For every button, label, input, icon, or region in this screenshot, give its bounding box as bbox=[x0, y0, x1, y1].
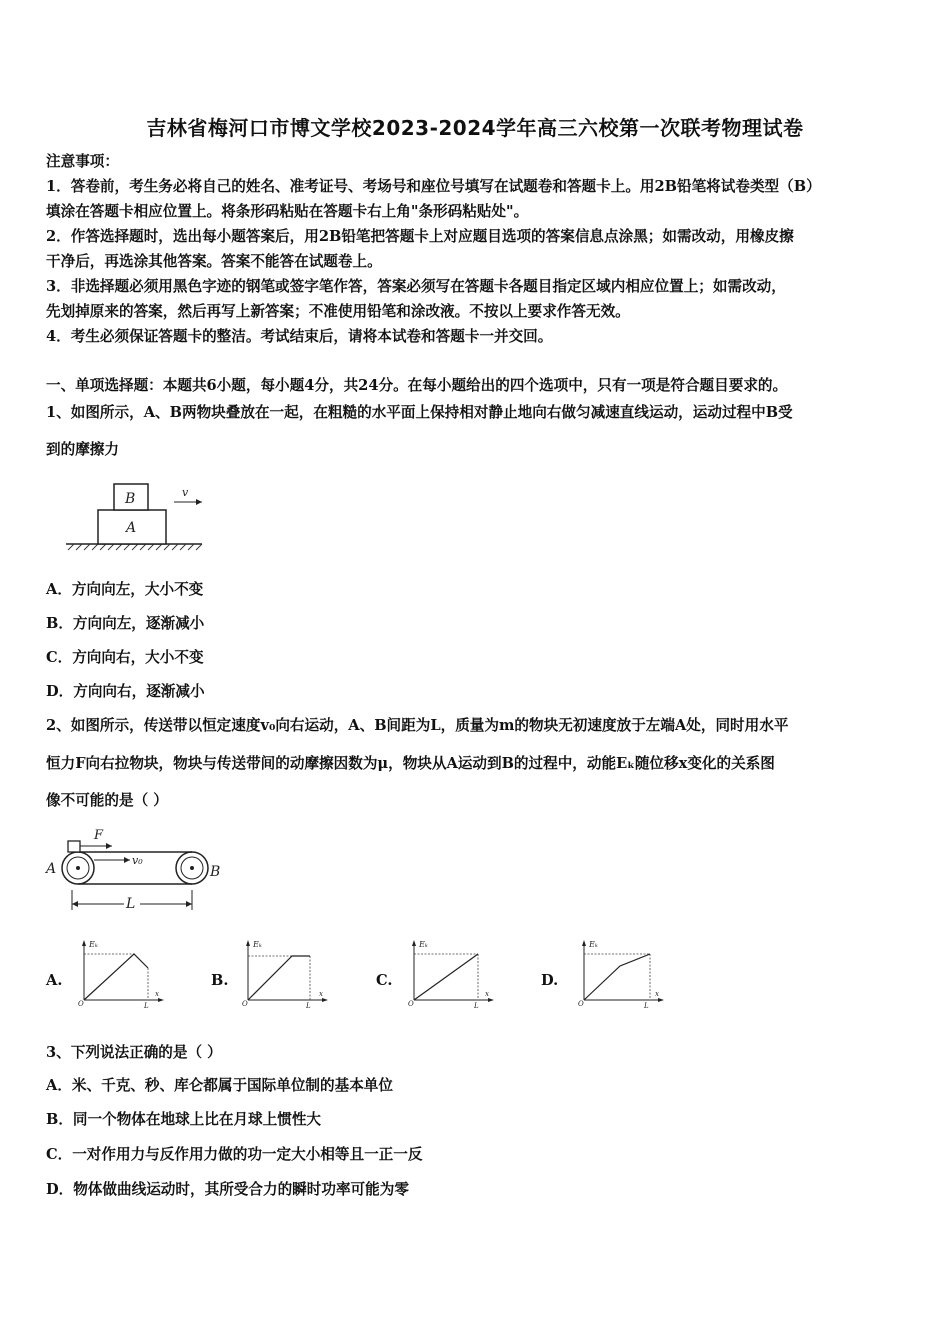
q2-graph-b[interactable] bbox=[240, 938, 330, 1010]
page-title: 吉林省梅河口市博文学校2023-2024学年高三六校第一次联考物理试卷 bbox=[146, 116, 804, 140]
y-axis-label: Eₖ bbox=[589, 940, 598, 949]
q2-option-c[interactable]: C. bbox=[376, 972, 393, 989]
origin-label: O bbox=[78, 1000, 84, 1008]
x-axis-label: x bbox=[655, 990, 659, 998]
l-tick-label: L bbox=[644, 1002, 649, 1010]
notice-item-1b: 填涂在答题卡相应位置上。将条形码粘贴在答题卡右上角"条形码粘贴处"。 bbox=[46, 203, 529, 220]
q2-conveyor-figure bbox=[44, 824, 234, 916]
notice-heading: 注意事项： bbox=[46, 153, 119, 170]
origin-label: O bbox=[408, 1000, 414, 1008]
conveyor-block bbox=[68, 841, 80, 852]
l-tick-label: L bbox=[306, 1002, 311, 1010]
q3-option-a[interactable]: A．米、千克、秒、库仑都属于国际单位制的基本单位 bbox=[46, 1077, 393, 1094]
q2-option-a[interactable]: A. bbox=[46, 972, 63, 989]
notice-item-2a: 2．作答选择题时，选出每小题答案后，用2B铅笔把答题卡上对应题目选项的答案信息点涂黑；如需改动，用橡皮擦 bbox=[46, 228, 794, 245]
y-axis-label: Eₖ bbox=[253, 940, 262, 949]
length-label: L bbox=[126, 896, 136, 912]
x-axis-label: x bbox=[319, 990, 323, 998]
x-axis-label: x bbox=[485, 990, 489, 998]
notice-item-3a: 3．非选择题必须用黑色字迹的钢笔或签字笔作答，答案必须写在答题卡各题目指定区域内相应位置上；如需改动， bbox=[46, 278, 786, 295]
section-heading: 一、单项选择题：本题共6小题，每小题4分，共24分。在每小题给出的四个选项中，只有一项是符合题目要求的。 bbox=[46, 377, 788, 394]
velocity-label: v bbox=[182, 486, 189, 499]
point-a-label: A bbox=[46, 861, 57, 877]
origin-label: O bbox=[242, 1000, 248, 1008]
y-axis-label: Eₖ bbox=[419, 940, 428, 949]
q3-option-c[interactable]: C．一对作用力与反作用力做的功一定大小相等且一正一反 bbox=[46, 1146, 423, 1163]
notice-item-1a: 1．答卷前，考生务必将自己的姓名、准考证号、考场号和座位号填写在试题卷和答题卡上。用2B铅笔将试卷类型（B） bbox=[46, 178, 821, 195]
x-axis-label: x bbox=[155, 990, 159, 998]
q2-text-line3: 像不可能的是（ ） bbox=[46, 792, 168, 809]
point-b-label: B bbox=[210, 864, 221, 880]
notice-item-2b: 干净后，再选涂其他答案。答案不能答在试题卷上。 bbox=[46, 253, 382, 270]
q3-text: 3、下列说法正确的是（ ） bbox=[46, 1044, 222, 1061]
q2-text-line1: 2、如图所示，传送带以恒定速度v₀向右运动，A、B间距为L，质量为m的物块无初速度放于左端A处，同时用水平 bbox=[46, 717, 789, 734]
q2-graph-a[interactable] bbox=[76, 938, 166, 1010]
q2-option-d[interactable]: D. bbox=[541, 972, 559, 989]
q1-figure bbox=[62, 478, 212, 556]
q1-text-line1: 1、如图所示，A、B两物块叠放在一起，在粗糙的水平面上保持相对静止地向右做匀减速直线运动，运动过程中B受 bbox=[46, 404, 793, 421]
q3-option-b[interactable]: B．同一个物体在地球上比在月球上惯性大 bbox=[46, 1111, 322, 1128]
y-axis-label: Eₖ bbox=[89, 940, 98, 949]
v0-label: v₀ bbox=[132, 854, 143, 867]
q2-text-line2: 恒力F向右拉物块，物块与传送带间的动摩擦因数为μ，物块从A运动到B的过程中，动能Eₖ随位移x变化的关系图 bbox=[46, 755, 775, 772]
q1-option-a[interactable]: A．方向向左，大小不变 bbox=[46, 581, 204, 598]
block-a-label: A bbox=[126, 520, 137, 536]
notice-item-4: 4．考生必须保证答题卡的整洁。考试结束后，请将本试卷和答题卡一并交回。 bbox=[46, 328, 553, 345]
q1-text-line2: 到的摩擦力 bbox=[46, 441, 119, 458]
notice-item-3b: 先划掉原来的答案，然后再写上新答案；不准使用铅笔和涂改液。不按以上要求作答无效。 bbox=[46, 303, 630, 320]
q1-option-d[interactable]: D．方向向右，逐渐减小 bbox=[46, 683, 205, 700]
q3-option-d[interactable]: D．物体做曲线运动时，其所受合力的瞬时功率可能为零 bbox=[46, 1181, 409, 1198]
block-b-label: B bbox=[125, 491, 136, 507]
q1-option-b[interactable]: B．方向向左，逐渐减小 bbox=[46, 615, 205, 632]
q1-option-c[interactable]: C．方向向右，大小不变 bbox=[46, 649, 204, 666]
l-tick-label: L bbox=[474, 1002, 479, 1010]
q2-graph-c[interactable] bbox=[406, 938, 496, 1010]
q2-graph-d[interactable] bbox=[576, 938, 666, 1010]
force-label: F bbox=[94, 828, 104, 843]
l-tick-label: L bbox=[144, 1002, 149, 1010]
origin-label: O bbox=[578, 1000, 584, 1008]
q2-option-b[interactable]: B. bbox=[211, 972, 229, 989]
